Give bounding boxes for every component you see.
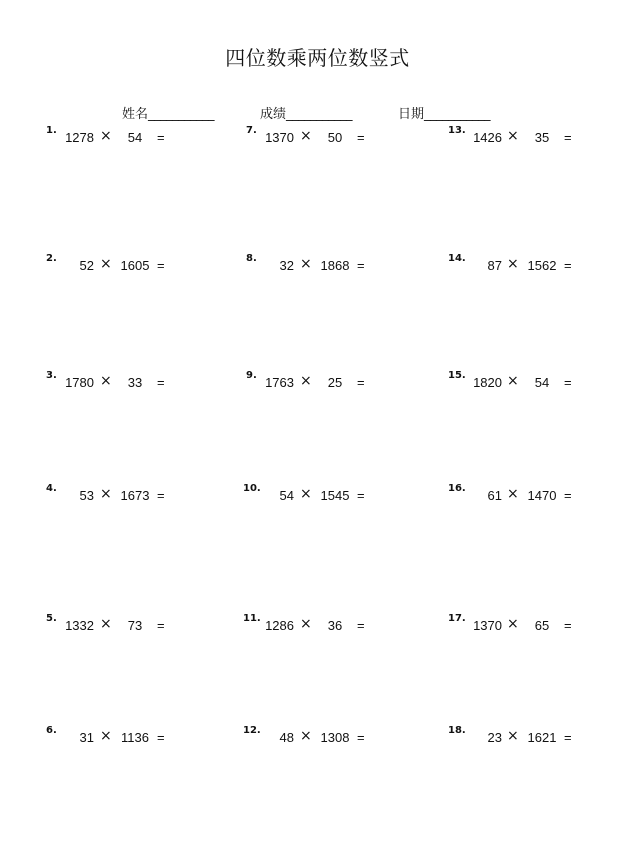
multiply-sign: × [507, 616, 519, 632]
problem-number: 15. [448, 370, 466, 381]
operand-b: 54 [534, 375, 550, 390]
multiply-sign: × [507, 256, 519, 272]
operand-a: 1820 [473, 375, 502, 390]
operand-b: 1868 [320, 258, 350, 273]
problem [46, 725, 186, 748]
multiply-sign: × [100, 128, 112, 144]
problem [448, 125, 588, 148]
problem-number: 11. [243, 613, 261, 624]
operand-b: 1545 [320, 488, 350, 503]
date-label: 日期 [398, 107, 425, 122]
equals-sign: = [357, 375, 365, 390]
equals-sign: = [157, 130, 165, 145]
operand-b: 73 [127, 618, 143, 633]
multiply-sign: × [300, 616, 312, 632]
equals-sign: = [564, 618, 572, 633]
problem [46, 253, 186, 276]
problem [46, 613, 186, 636]
problem [246, 125, 386, 148]
multiply-sign: × [100, 486, 112, 502]
problem-number: 6. [46, 725, 57, 736]
problem [46, 125, 186, 148]
problem-number: 8. [246, 253, 257, 264]
operand-b: 1673 [120, 488, 150, 503]
operand-b: 1308 [320, 730, 350, 745]
multiply-sign: × [507, 486, 519, 502]
operand-a: 52 [79, 258, 94, 273]
equals-sign: = [157, 375, 165, 390]
equals-sign: = [357, 130, 365, 145]
operand-a: 32 [279, 258, 294, 273]
problem-number: 9. [246, 370, 257, 381]
equals-sign: = [157, 488, 165, 503]
operand-a: 1370 [473, 618, 502, 633]
operand-b: 50 [327, 130, 343, 145]
operand-b: 1621 [527, 730, 557, 745]
problem [448, 253, 588, 276]
problem-number: 3. [46, 370, 57, 381]
operand-b: 1470 [527, 488, 557, 503]
date-blank[interactable]: ___________ [424, 107, 491, 122]
score-label: 成绩 [260, 107, 287, 122]
operand-a: 1278 [65, 130, 94, 145]
name-label: 姓名 [122, 107, 149, 122]
problem [448, 725, 588, 748]
operand-b: 35 [534, 130, 550, 145]
operand-a: 48 [279, 730, 294, 745]
problem-number: 4. [46, 483, 57, 494]
problem-number: 12. [243, 725, 261, 736]
equals-sign: = [564, 130, 572, 145]
multiply-sign: × [100, 256, 112, 272]
problem [246, 370, 386, 393]
problem [448, 370, 588, 393]
multiply-sign: × [507, 728, 519, 744]
operand-a: 1426 [473, 130, 502, 145]
operand-a: 1763 [265, 375, 294, 390]
equals-sign: = [564, 488, 572, 503]
operand-a: 31 [79, 730, 94, 745]
operand-a: 23 [487, 730, 502, 745]
problem-number: 2. [46, 253, 57, 264]
operand-b: 1562 [527, 258, 557, 273]
equals-sign: = [357, 488, 365, 503]
problem [448, 613, 588, 636]
problem-number: 14. [448, 253, 466, 264]
problem [243, 613, 383, 636]
name-blank[interactable]: ___________ [148, 107, 215, 122]
equals-sign: = [357, 730, 365, 745]
problem [246, 253, 386, 276]
equals-sign: = [564, 258, 572, 273]
problem-number: 13. [448, 125, 466, 136]
multiply-sign: × [507, 128, 519, 144]
operand-b: 1136 [121, 730, 149, 745]
operand-b: 33 [127, 375, 143, 390]
multiply-sign: × [300, 373, 312, 389]
name-field[interactable] [122, 103, 214, 122]
score-blank[interactable]: ___________ [286, 107, 353, 122]
operand-a: 61 [487, 488, 502, 503]
equals-sign: = [157, 258, 165, 273]
equals-sign: = [357, 258, 365, 273]
operand-a: 1780 [65, 375, 94, 390]
problem [46, 483, 186, 506]
problem [243, 483, 383, 506]
operand-b: 1605 [120, 258, 150, 273]
operand-b: 25 [327, 375, 343, 390]
operand-b: 54 [127, 130, 143, 145]
problem [448, 483, 588, 506]
date-field[interactable] [398, 103, 490, 122]
problem [46, 370, 186, 393]
multiply-sign: × [100, 728, 112, 744]
problem-number: 17. [448, 613, 466, 624]
operand-a: 1286 [265, 618, 294, 633]
multiply-sign: × [300, 256, 312, 272]
problem-number: 18. [448, 725, 466, 736]
operand-a: 87 [487, 258, 502, 273]
multiply-sign: × [300, 728, 312, 744]
problem-number: 10. [243, 483, 261, 494]
equals-sign: = [157, 730, 165, 745]
problem [243, 725, 383, 748]
operand-a: 1370 [265, 130, 294, 145]
equals-sign: = [357, 618, 365, 633]
multiply-sign: × [507, 373, 519, 389]
operand-a: 53 [79, 488, 94, 503]
operand-b: 36 [327, 618, 343, 633]
multiply-sign: × [100, 373, 112, 389]
score-field[interactable] [260, 103, 352, 122]
operand-b: 65 [534, 618, 550, 633]
multiply-sign: × [300, 486, 312, 502]
problem-number: 16. [448, 483, 466, 494]
equals-sign: = [564, 730, 572, 745]
multiply-sign: × [100, 616, 112, 632]
equals-sign: = [157, 618, 165, 633]
problem-number: 5. [46, 613, 57, 624]
page-title: 四位数乘两位数竖式 [225, 46, 410, 70]
equals-sign: = [564, 375, 572, 390]
problem-number: 1. [46, 125, 57, 136]
problem-number: 7. [246, 125, 257, 136]
operand-a: 54 [279, 488, 294, 503]
multiply-sign: × [300, 128, 312, 144]
operand-a: 1332 [65, 618, 94, 633]
